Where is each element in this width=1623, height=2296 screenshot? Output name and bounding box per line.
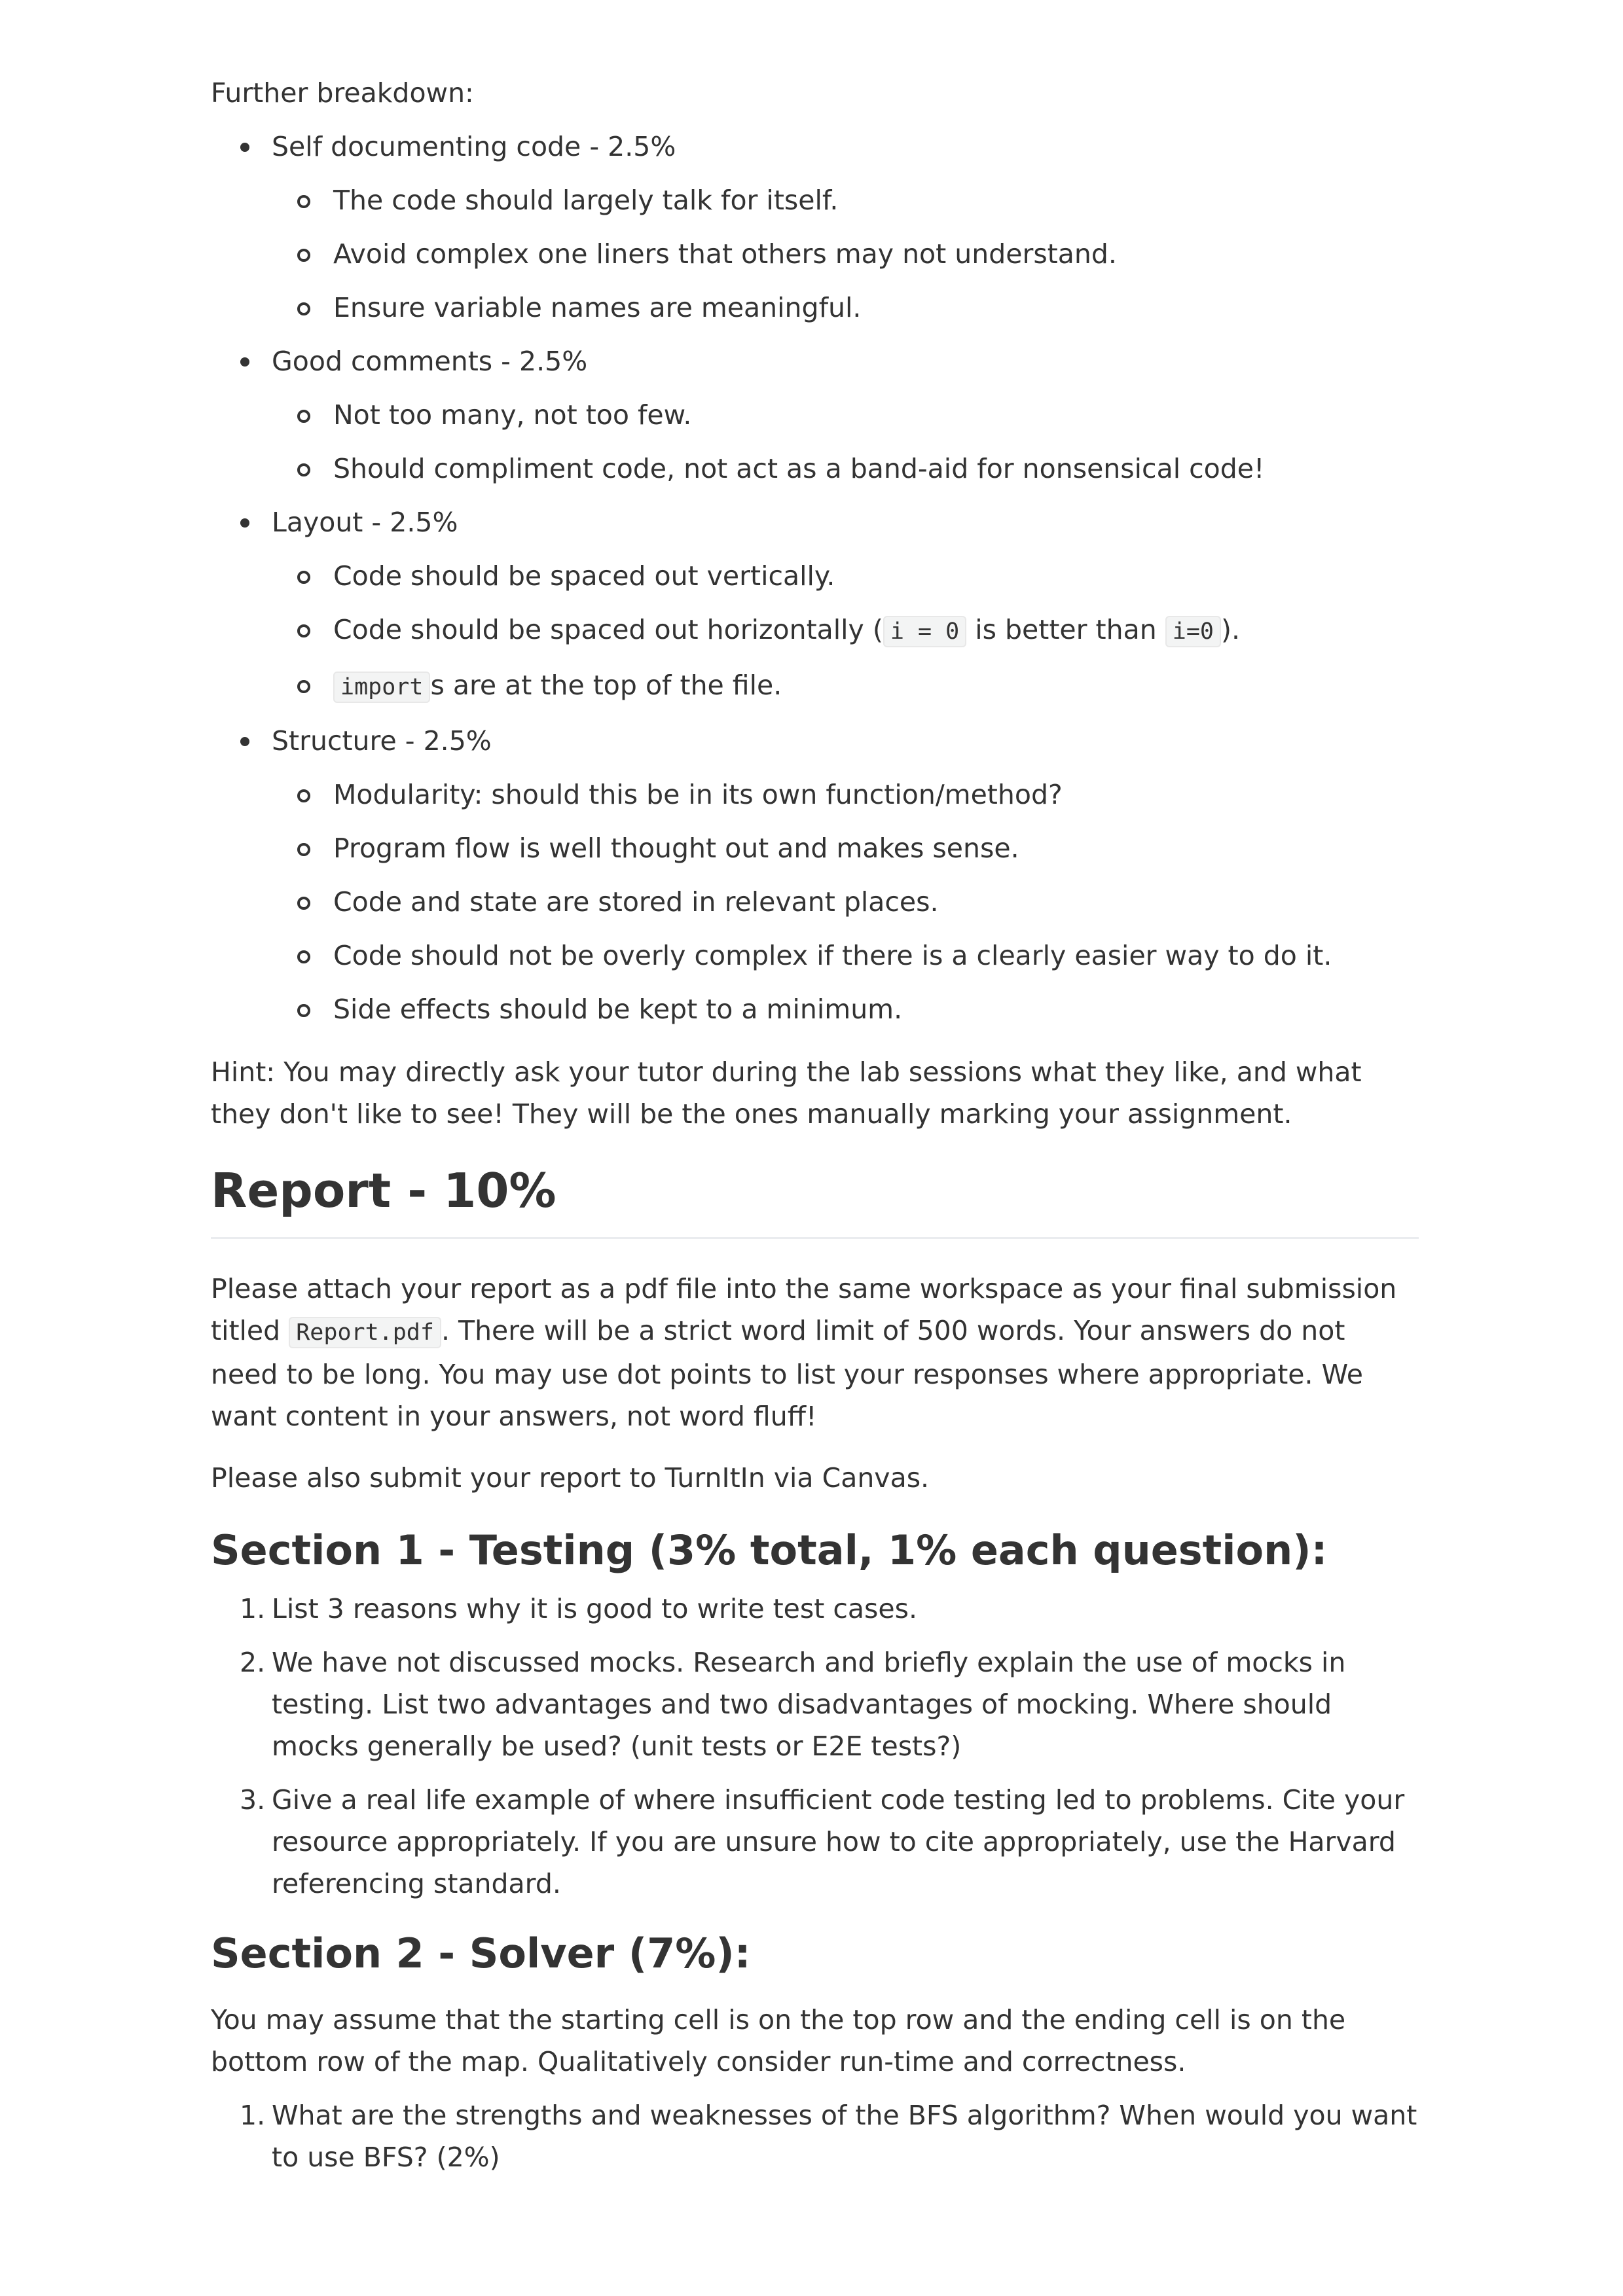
list-item [211,720,1419,1030]
list-item-label: Layout - 2.5% [272,507,458,538]
document-page [211,72,1419,2178]
hollow-bullet-icon [297,897,310,910]
sub-list-item: Should compliment code, not act as a band-aid for nonsensical code! [272,448,1419,490]
bullet-icon [240,143,249,152]
bullet-icon [240,518,249,528]
list-item-label: Self documenting code - 2.5% [272,131,676,162]
hollow-bullet-icon [297,950,310,963]
hollow-bullet-icon [297,624,310,637]
inline-code: i=0 [1165,616,1221,647]
hollow-bullet-icon [297,410,310,423]
list-item: 1. What are the strengths and weaknesses of the BFS algorithm? When would you want to use BFS? (2%) [240,2100,1417,2173]
hollow-bullet-icon [297,249,310,262]
sub-list-item: The code should largely talk for itself. [272,179,1419,221]
bullet-icon [240,737,249,746]
hollow-bullet-icon [297,463,310,476]
sub-list-item: Modularity: should this be in its own function/method? [272,774,1419,816]
sub-list-item: Code should not be overly complex if there is a clearly easier way to do it. [272,935,1419,977]
sub-list-item: Side effects should be kept to a minimum. [272,988,1419,1030]
sub-list-item: Avoid complex one liners that others may not understand. [272,233,1419,275]
hollow-bullet-icon [297,789,310,802]
list-item [211,501,1419,708]
hollow-bullet-icon [297,680,310,693]
breakdown-list [211,126,1419,1030]
hollow-bullet-icon [297,195,310,208]
list-item-label: Structure - 2.5% [272,725,492,757]
hollow-bullet-icon [297,1004,310,1017]
sub-list-item: Not too many, not too few. [272,394,1419,436]
section2-heading: Section 2 - Solver (7%): [211,1929,751,1977]
bullet-icon [240,357,249,367]
section2-list [211,2094,1419,2178]
sub-list-item: import s are at the top of the file. [272,664,1419,708]
section1-list [211,1588,1419,1905]
heading-divider [211,1237,1419,1239]
list-item: 2. We have not discussed mocks. Research and briefly explain the use of mocks in testing. List two advantages and two disadvantages of mocking. Where should mocks generally be used? (unit tests or E2E tests?) [240,1647,1346,1762]
hollow-bullet-icon [297,843,310,856]
hollow-bullet-icon [297,571,310,584]
sub-list-item: Code and state are stored in relevant places. [272,881,1419,923]
report-heading: Report - 10% [211,1163,556,1218]
list-item: 1. List 3 reasons why it is good to write test cases. [240,1593,918,1624]
sub-list-item: Program flow is well thought out and makes sense. [272,827,1419,869]
sub-list-item: Code should be spaced out vertically. [272,555,1419,597]
turnitin-paragraph: Please also submit your report to TurnItIn via Canvas. [211,1462,930,1494]
list-item [211,340,1419,490]
sub-list-item: Code should be spaced out horizontally ( i = 0 is better than i=0 ). [272,609,1419,653]
list-item-label: Good comments - 2.5% [272,346,588,377]
hint-paragraph: Hint: You may directly ask your tutor during the lab sessions what they like, and what they don't like to see! They will be the ones manually marking your assignment. [211,1056,1362,1130]
inline-code: Report.pdf [289,1317,441,1348]
sub-list-item: Ensure variable names are meaningful. [272,287,1419,329]
inline-code: import [333,672,430,703]
report-paragraph: Please attach your report as a pdf file into the same workspace as your final submission titled Report.pdf . There will be a strict word limit of 500 words. Your answers do not need to be long. You may use dot points to list your responses where appropriate. We want content in your answers, not word fluff! [211,1273,1397,1432]
inline-code: i = 0 [883,616,966,647]
list-item: 3. Give a real life example of where insufficient code testing led to problems. Cite your resource appropriately. If you are unsure how to cite appropriately, use the Harvard referencing standard. [240,1784,1405,1899]
section1-heading: Section 1 - Testing (3% total, 1% each question): [211,1526,1328,1574]
section2-intro: You may assume that the starting cell is on the top row and the ending cell is on the bottom row of the map. Qualitatively consider run-time and correctness. [211,2004,1346,2077]
breakdown-intro: Further breakdown: [211,77,474,109]
list-item [211,126,1419,329]
hollow-bullet-icon [297,302,310,315]
